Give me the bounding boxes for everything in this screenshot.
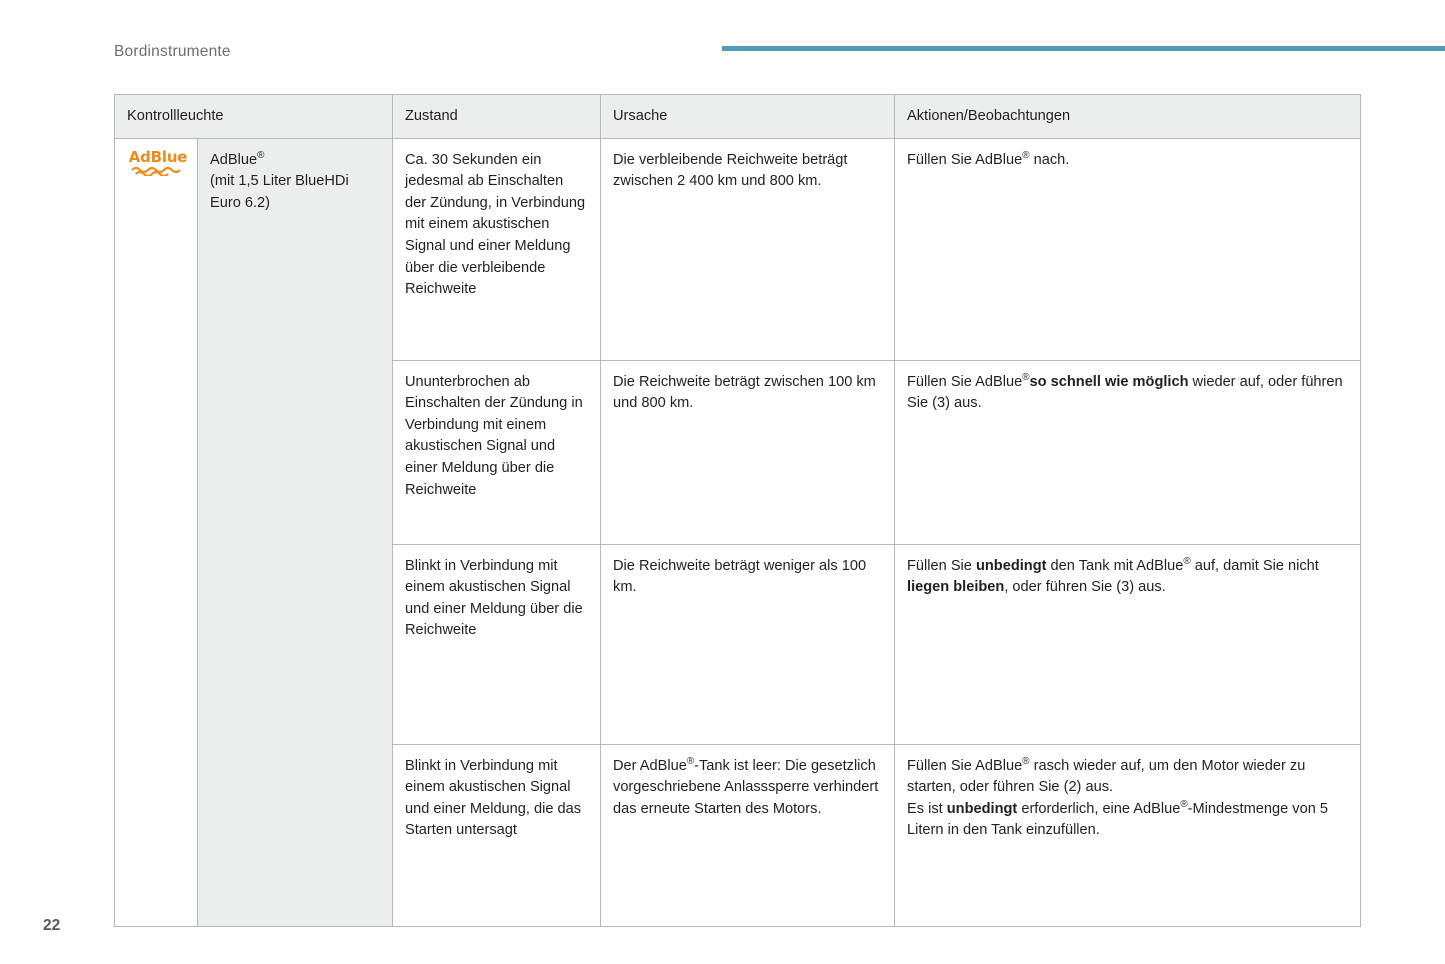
table-row bbox=[115, 138, 1361, 360]
row-cause: Die Reichweite beträgt weniger als 100 km. bbox=[601, 544, 895, 744]
registered-mark: ® bbox=[686, 755, 695, 767]
registered-mark: ® bbox=[1022, 149, 1030, 161]
telltale-name-line3: Euro 6.2) bbox=[210, 194, 271, 211]
row-action bbox=[895, 744, 1361, 926]
row-state: Blinkt in Verbindung mit einem akustischen Signal und einer Meldung, die das Starten untersagt bbox=[393, 744, 601, 926]
section-title: Bordinstrumente bbox=[114, 43, 231, 60]
row-cause: Die verbleibende Reichweite beträgt zwischen 2 400 km und 800 km. bbox=[601, 138, 895, 360]
row-action: Füllen Sie AdBlue® nach. bbox=[895, 138, 1361, 360]
header-accent-rule bbox=[722, 46, 1445, 51]
telltale-name-line1: AdBlue® bbox=[210, 149, 265, 168]
adblue-waves-icon bbox=[130, 164, 186, 180]
telltale-icon-cell bbox=[115, 138, 198, 926]
row-cause: Die Reichweite beträgt zwischen 100 km und 800 km. bbox=[601, 360, 895, 544]
registered-mark: ® bbox=[1022, 755, 1030, 767]
row-action: Füllen Sie unbedingt den Tank mit AdBlue® auf, damit Sie nicht liegen bleiben, oder führen Sie (3) aus. bbox=[895, 544, 1361, 744]
emphasis-text: unbedingt bbox=[946, 800, 1018, 817]
telltale-table bbox=[114, 94, 1361, 927]
telltale-name-line2: (mit 1,5 Liter BlueHDi bbox=[210, 173, 349, 190]
table-header-row bbox=[115, 95, 1361, 139]
row-state: Ununterbrochen ab Einschalten der Zündung in Verbindung mit einem akustischen Signal und einer Meldung über die Reichweite bbox=[393, 360, 601, 544]
registered-mark: ® bbox=[1183, 555, 1191, 567]
telltale-table-wrapper bbox=[114, 94, 1360, 927]
column-header-kontrollleuchte: Kontrollleuchte bbox=[115, 95, 393, 139]
row-cause: Der AdBlue®-Tank ist leer: Die gesetzlich vorgeschriebene Anlasssperre verhindert das erneute Starten des Motors. bbox=[601, 744, 895, 926]
adblue-logo-icon bbox=[127, 147, 189, 180]
page-header bbox=[114, 40, 1445, 64]
row-state: Blinkt in Verbindung mit einem akustischen Signal und einer Meldung über die Reichweite bbox=[393, 544, 601, 744]
telltale-name-cell bbox=[198, 138, 393, 926]
row-action: Füllen Sie AdBlue®so schnell wie möglich wieder auf, oder führen Sie (3) aus. bbox=[895, 360, 1361, 544]
registered-mark: ® bbox=[1022, 371, 1030, 383]
column-header-zustand: Zustand bbox=[393, 95, 601, 139]
row-state: Ca. 30 Sekunden ein jedesmal ab Einschalten der Zündung, in Verbindung mit einem akustischen Signal und einer Meldung über die verbleibende Reichweite bbox=[393, 138, 601, 360]
emphasis-text: unbedingt bbox=[975, 557, 1047, 574]
emphasis-text: so schnell wie möglich bbox=[1029, 373, 1189, 390]
emphasis-text: liegen bleiben bbox=[907, 579, 1005, 596]
adblue-logo-text: AdBlue bbox=[128, 147, 188, 166]
action-paragraph-1: Füllen Sie AdBlue® rasch wieder auf, um den Motor wieder zu starten, oder führen Sie (2) aus. bbox=[907, 755, 1306, 796]
page-number: 22 bbox=[43, 917, 61, 934]
column-header-ursache: Ursache bbox=[601, 95, 895, 139]
column-header-aktionen: Aktionen/Beobachtungen bbox=[895, 95, 1361, 139]
registered-mark: ® bbox=[257, 149, 265, 161]
registered-mark: ® bbox=[1180, 798, 1188, 810]
action-paragraph-2: Es ist unbedingt erforderlich, eine AdBlue®-Mindestmenge von 5 Litern in den Tank einzufüllen. bbox=[907, 798, 1328, 839]
